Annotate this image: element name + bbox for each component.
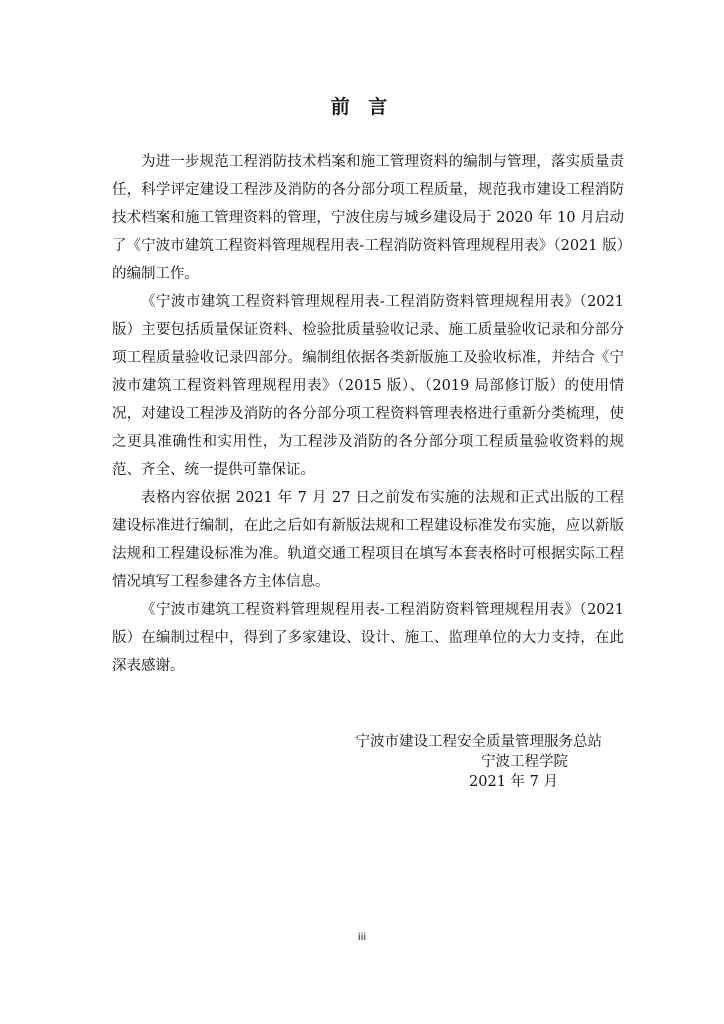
paragraph-3: 表格内容依据 2021 年 7 月 27 日之前发布实施的法规和正式出版的工程建设标准进行编制，在此之后如有新版法规和工程建设标准发布实施，应以新版法规和工程建设标准为准。轨道交通工程项目在填写本套表格时可根据实际工程情况填写工程参建各方主体信息。 [112, 490, 624, 590]
signature-date: 2021 年 7 月 [469, 774, 558, 790]
signature-org-1: 宁波市建设工程安全质量管理服务总站 [355, 734, 602, 750]
page-number: iii [357, 932, 367, 943]
paragraph-2: 《宁波市建筑工程资料管理规程用表-工程消防资料管理规程用表》（2021 版）主要包括质量保证资料、检验批质量验收记录、施工质量验收记录和分部分项工程质量验收记录四部分。编制组依据各类新版施工及验收标准，并结合《宁波市建筑工程资料管理规程用表》（2015 版）、（2019 局部修订版）的使用情况，对建设工程涉及消防的各分部分项工程资料管理表格进行重新分类梳理，使之更具准确性和实用性，为工程涉及消防的各分部分项工程质量验收资料的规范、齐全、统一提供可靠保证。 [112, 294, 624, 478]
paragraph-1: 为进一步规范工程消防技术档案和施工管理资料的编制与管理，落实质量责任，科学评定建设工程涉及消防的各分部分项工程质量，规范我市建设工程消防技术档案和施工管理资料的管理，宁波住房与城乡建设局于 2020 年 10 月启动了《宁波市建筑工程资料管理规程用表-工程消防资料管理规程用表》（2021 版）的编制工作。 [112, 154, 624, 282]
page-title: 前 言 [330, 96, 394, 118]
paragraph-4: 《宁波市建筑工程资料管理规程用表-工程消防资料管理规程用表》（2021 版）在编制过程中，得到了多家建设、设计、施工、监理单位的大力支持，在此深表感谢。 [112, 602, 624, 674]
preface-body [112, 148, 624, 680]
signature-org-2: 宁波工程学院 [481, 754, 568, 770]
signature-block [330, 732, 660, 792]
